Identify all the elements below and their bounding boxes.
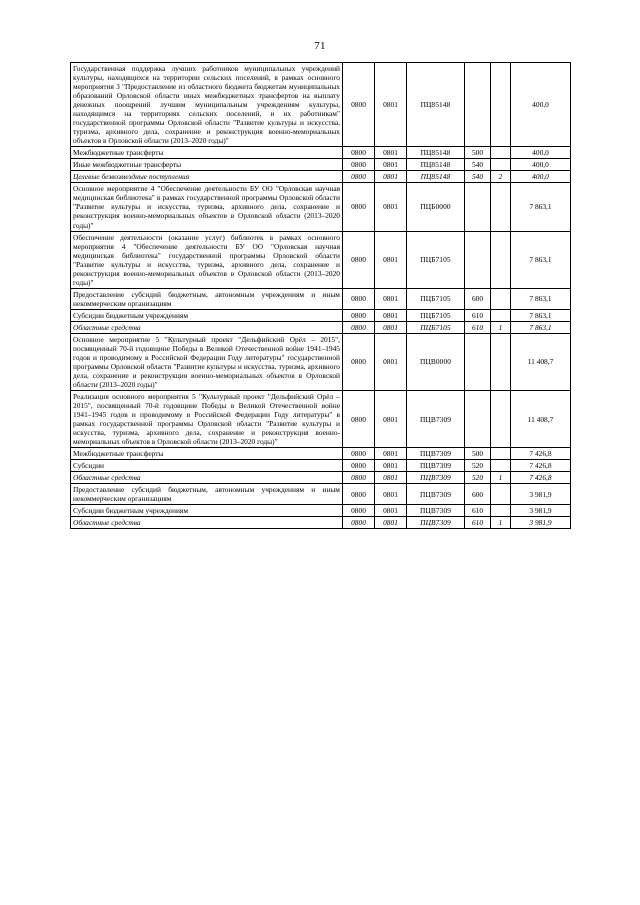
- cell-expense_type: [465, 333, 491, 390]
- table-row: [71, 460, 571, 472]
- cell-section: 0800: [343, 63, 375, 147]
- cell-subsection: 0801: [375, 183, 407, 231]
- cell-name: Областные средства: [71, 321, 343, 333]
- cell-target_code: ПЦВ7309: [407, 460, 465, 472]
- cell-expense_type: 520: [465, 460, 491, 472]
- cell-amount: 3 981,9: [511, 505, 571, 517]
- cell-extra: [491, 484, 511, 505]
- cell-expense_type: 600: [465, 484, 491, 505]
- cell-extra: 1: [491, 517, 511, 529]
- cell-section: 0800: [343, 333, 375, 390]
- cell-extra: 2: [491, 171, 511, 183]
- cell-expense_type: 610: [465, 505, 491, 517]
- cell-target_code: ПЦВ7309: [407, 472, 465, 484]
- cell-target_code: ПЦ85148: [407, 159, 465, 171]
- cell-expense_type: [465, 63, 491, 147]
- cell-target_code: ПЦ85148: [407, 147, 465, 159]
- cell-name: Предоставление субсидий бюджетным, автономным учреждениям и иным некоммерческим организациям: [71, 288, 343, 309]
- cell-expense_type: 610: [465, 309, 491, 321]
- cell-amount: 7 426,8: [511, 448, 571, 460]
- cell-extra: [491, 333, 511, 390]
- cell-expense_type: 520: [465, 472, 491, 484]
- cell-name: Субсидии бюджетным учреждениям: [71, 309, 343, 321]
- cell-section: 0800: [343, 484, 375, 505]
- table-row: [71, 159, 571, 171]
- cell-amount: 11 408,7: [511, 333, 571, 390]
- table-row: [71, 171, 571, 183]
- cell-extra: [491, 63, 511, 147]
- cell-target_code: ПЦВ7309: [407, 391, 465, 448]
- cell-subsection: 0801: [375, 171, 407, 183]
- cell-name: Субсидии: [71, 460, 343, 472]
- cell-subsection: 0801: [375, 147, 407, 159]
- table-row: [71, 309, 571, 321]
- cell-extra: [491, 448, 511, 460]
- table-row: [71, 391, 571, 448]
- cell-subsection: 0801: [375, 309, 407, 321]
- cell-subsection: 0801: [375, 505, 407, 517]
- cell-section: 0800: [343, 321, 375, 333]
- cell-expense_type: [465, 231, 491, 288]
- table-row: [71, 333, 571, 390]
- cell-name: Целевые безвозмездные поступления: [71, 171, 343, 183]
- cell-target_code: ПЦБ7105: [407, 288, 465, 309]
- cell-amount: 7 863,1: [511, 183, 571, 231]
- cell-subsection: 0801: [375, 63, 407, 147]
- table-row: [71, 472, 571, 484]
- cell-name: Основное мероприятие 4 "Обеспечение деятельности БУ ОО "Орловская научная медицинская библиотека" в рамках государственной программы Орловской области "Развитие культуры и искусства, туризма, архивного дела, сохранение и реконструкция военно-мемориальных объектов в Орловской области (2013–2020 годы)": [71, 183, 343, 231]
- table-row: [71, 231, 571, 288]
- cell-extra: 1: [491, 472, 511, 484]
- cell-extra: 1: [491, 321, 511, 333]
- budget-table-body: [71, 63, 571, 529]
- cell-name: Государственная поддержка лучших работников муниципальных учреждений культуры, находящихся на территории сельских поселений, в рамках основного мероприятия 3 "Предоставление из областного бюджета бюджетам муниципальных образований Орловской области иных межбюджетных трансфертов на выплату денежных поощрений лучшим муниципальным учреждениям культуры, находящимся на территориях сельских поселений, и их работникам" государственной программы Орловской области "Развитие культуры и искусства, туризма, архивного дела, сохранение и реконструкция военно-мемориальных объектов в Орловской области (2013–2020 годы)": [71, 63, 343, 147]
- cell-subsection: 0801: [375, 333, 407, 390]
- cell-section: 0800: [343, 159, 375, 171]
- table-row: [71, 183, 571, 231]
- cell-section: 0800: [343, 183, 375, 231]
- cell-extra: [491, 505, 511, 517]
- cell-amount: 7 426,8: [511, 472, 571, 484]
- cell-amount: 400,0: [511, 159, 571, 171]
- cell-subsection: 0801: [375, 484, 407, 505]
- cell-amount: 7 426,8: [511, 460, 571, 472]
- cell-target_code: ПЦВ7309: [407, 484, 465, 505]
- cell-expense_type: 610: [465, 321, 491, 333]
- cell-expense_type: 500: [465, 147, 491, 159]
- cell-subsection: 0801: [375, 288, 407, 309]
- cell-expense_type: 500: [465, 448, 491, 460]
- table-row: [71, 517, 571, 529]
- cell-target_code: ПЦБ0000: [407, 183, 465, 231]
- budget-table-container: [0, 62, 640, 529]
- cell-name: Межбюджетные трансферты: [71, 448, 343, 460]
- cell-amount: 3 981,9: [511, 517, 571, 529]
- cell-subsection: 0801: [375, 460, 407, 472]
- cell-section: 0800: [343, 309, 375, 321]
- cell-expense_type: 600: [465, 288, 491, 309]
- cell-extra: [491, 231, 511, 288]
- cell-section: 0800: [343, 460, 375, 472]
- cell-amount: 400,0: [511, 147, 571, 159]
- cell-section: 0800: [343, 448, 375, 460]
- cell-name: Основное мероприятие 5 "Культурный проект "Дельфийский Орёл – 2015", посвященный 70-й годовщине Победы в Великой Отечественной войне 1941–1945 годов и проводимому в Российской Федерации Году литературы" государственной программы Орловской области "Развитие культуры и искусства, туризма, архивного дела, сохранение и реконструкция военно-мемориальных объектов в Орловской области (2013–2020 годы)": [71, 333, 343, 390]
- cell-subsection: 0801: [375, 517, 407, 529]
- cell-extra: [491, 460, 511, 472]
- cell-section: 0800: [343, 391, 375, 448]
- cell-extra: [491, 309, 511, 321]
- cell-section: 0800: [343, 231, 375, 288]
- cell-expense_type: [465, 183, 491, 231]
- cell-amount: 7 863,1: [511, 288, 571, 309]
- cell-extra: [491, 391, 511, 448]
- cell-name: Иные межбюджетные трансферты: [71, 159, 343, 171]
- cell-section: 0800: [343, 505, 375, 517]
- table-row: [71, 484, 571, 505]
- cell-expense_type: 540: [465, 171, 491, 183]
- cell-extra: [491, 183, 511, 231]
- cell-subsection: 0801: [375, 472, 407, 484]
- cell-expense_type: 610: [465, 517, 491, 529]
- cell-target_code: ПЦВ7309: [407, 517, 465, 529]
- cell-amount: 400,0: [511, 63, 571, 147]
- table-row: [71, 63, 571, 147]
- cell-subsection: 0801: [375, 321, 407, 333]
- cell-subsection: 0801: [375, 231, 407, 288]
- cell-section: 0800: [343, 171, 375, 183]
- table-row: [71, 505, 571, 517]
- cell-name: Предоставление субсидий бюджетным, автономным учреждениям и иным некоммерческим организациям: [71, 484, 343, 505]
- cell-amount: 7 863,1: [511, 309, 571, 321]
- cell-extra: [491, 288, 511, 309]
- table-row: [71, 448, 571, 460]
- cell-name: Межбюджетные трансферты: [71, 147, 343, 159]
- cell-amount: 7 863,1: [511, 231, 571, 288]
- cell-section: 0800: [343, 147, 375, 159]
- cell-subsection: 0801: [375, 159, 407, 171]
- cell-name: Областные средства: [71, 472, 343, 484]
- cell-expense_type: [465, 391, 491, 448]
- cell-amount: 3 981,9: [511, 484, 571, 505]
- cell-target_code: ПЦ85148: [407, 63, 465, 147]
- cell-amount: 11 408,7: [511, 391, 571, 448]
- cell-section: 0800: [343, 288, 375, 309]
- cell-target_code: ПЦВ0000: [407, 333, 465, 390]
- cell-name: Реализация основного мероприятия 5 "Культурный проект "Дельфийский Орёл – 2015", посвященный 70-й годовщине Победы в Великой Отечественной войне 1941–1945 годов и проводимому в Российской Федерации Году литературы" в рамках государственной программы Орловской области "Развитие культуры и искусства, туризма, архивного дела, сохранение и реконструкция военно-мемориальных объектов в Орловской области (2013–2020 годы)": [71, 391, 343, 448]
- table-row: [71, 147, 571, 159]
- cell-target_code: ПЦБ7105: [407, 309, 465, 321]
- cell-target_code: ПЦБ7105: [407, 231, 465, 288]
- cell-subsection: 0801: [375, 448, 407, 460]
- cell-extra: [491, 159, 511, 171]
- cell-section: 0800: [343, 517, 375, 529]
- cell-amount: 7 863,1: [511, 321, 571, 333]
- cell-section: 0800: [343, 472, 375, 484]
- cell-name: Областные средства: [71, 517, 343, 529]
- cell-target_code: ПЦВ7309: [407, 505, 465, 517]
- table-row: [71, 288, 571, 309]
- cell-target_code: ПЦВ7309: [407, 448, 465, 460]
- cell-extra: [491, 147, 511, 159]
- cell-amount: 400,0: [511, 171, 571, 183]
- page-number: 71: [314, 40, 326, 52]
- table-row: [71, 321, 571, 333]
- cell-name: Субсидии бюджетным учреждениям: [71, 505, 343, 517]
- budget-table: [70, 62, 571, 529]
- cell-target_code: ПЦБ7105: [407, 321, 465, 333]
- cell-name: Обеспечение деятельности (оказание услуг) библиотек в рамках основного мероприятия 4 "Обеспечение деятельности БУ ОО "Орловская научная медицинская библиотека" государственной программы Орловской области "Развитие культуры и искусства, туризма, архивного дела, сохранение и реконструкция военно-мемориальных объектов в Орловской области (2013–2020 годы)": [71, 231, 343, 288]
- cell-subsection: 0801: [375, 391, 407, 448]
- cell-target_code: ПЦ85148: [407, 171, 465, 183]
- cell-expense_type: 540: [465, 159, 491, 171]
